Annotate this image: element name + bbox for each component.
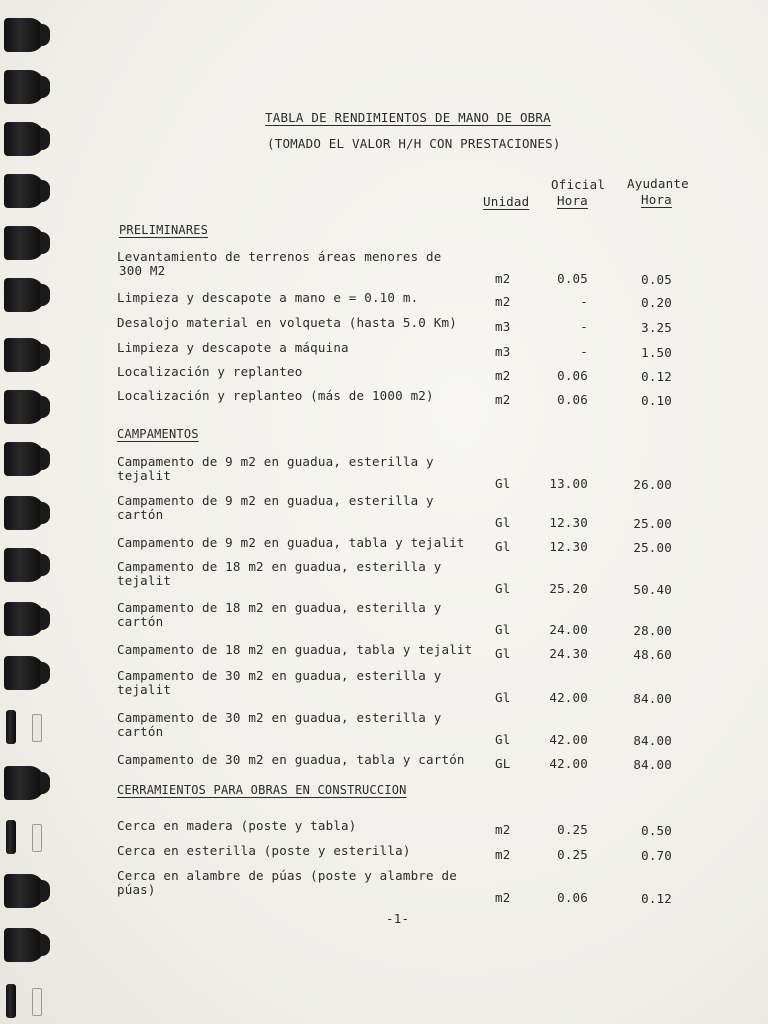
item-oficial-hora: - — [580, 344, 588, 359]
document-title: TABLA DE RENDIMIENTOS DE MANO DE OBRA — [265, 110, 551, 125]
item-unit: Gl — [495, 732, 511, 747]
item-ayudante-hora: 25.00 — [633, 516, 672, 531]
item-oficial-hora: 0.06 — [557, 392, 588, 407]
page-number: -1- — [386, 911, 410, 926]
item-description-line: Campamento de 18 m2 en guadua, esterilla y — [117, 600, 442, 615]
item-description-line: tejalit — [117, 573, 172, 588]
item-oficial-hora: 42.00 — [549, 732, 588, 747]
item-description-line: Campamento de 9 m2 en guadua, esterilla y — [117, 454, 434, 469]
item-unit: m2 — [495, 822, 511, 837]
item-unit: Gl — [495, 622, 511, 637]
item-oficial-hora: 12.30 — [549, 515, 588, 530]
item-description-line: Cerca en esterilla (poste y esterilla) — [117, 843, 411, 858]
item-ayudante-hora: 28.00 — [633, 623, 672, 638]
item-ayudante-hora: 0.20 — [641, 295, 672, 310]
item-description-line: Campamento de 30 m2 en guadua, esterilla y — [117, 710, 442, 725]
item-unit: m2 — [495, 368, 511, 383]
item-description-line: cartón — [117, 507, 164, 522]
document-subtitle: (TOMADO EL VALOR H/H CON PRESTACIONES) — [267, 136, 561, 151]
item-description-line: Campamento de 9 m2 en guadua, esterilla y — [117, 493, 434, 508]
item-unit: m2 — [495, 847, 511, 862]
item-description-line: Campamento de 18 m2 en guadua, esterilla y — [117, 559, 442, 574]
item-ayudante-hora: 84.00 — [633, 757, 672, 772]
item-oficial-hora: 42.00 — [549, 690, 588, 705]
item-oficial-hora: 0.06 — [557, 368, 588, 383]
item-unit: m2 — [495, 890, 511, 905]
item-ayudante-hora: 3.25 — [641, 320, 672, 335]
item-oficial-hora: 0.05 — [557, 271, 588, 286]
item-oficial-hora: 0.25 — [557, 822, 588, 837]
item-description-line: cartón — [117, 614, 164, 629]
item-description-line: Campamento de 18 m2 en guadua, tabla y tejalit — [117, 642, 473, 657]
item-description-line: Levantamiento de terrenos áreas menores de — [117, 249, 442, 264]
item-ayudante-hora: 84.00 — [633, 733, 672, 748]
item-oficial-hora: 13.00 — [549, 476, 588, 491]
item-description-line: púas) — [117, 882, 156, 897]
item-ayudante-hora: 0.12 — [641, 891, 672, 906]
item-description-line: Cerca en alambre de púas (poste y alambre de — [117, 868, 457, 883]
item-ayudante-hora: 0.50 — [641, 823, 672, 838]
item-ayudante-hora: 26.00 — [633, 477, 672, 492]
column-header-oficial: Oficial — [551, 177, 606, 192]
item-unit: m2 — [495, 392, 511, 407]
item-unit: Gl — [495, 581, 511, 596]
item-ayudante-hora: 84.00 — [633, 691, 672, 706]
item-unit: GL — [495, 756, 511, 771]
item-ayudante-hora: 1.50 — [641, 345, 672, 360]
item-oficial-hora: - — [580, 294, 588, 309]
column-header-oficial-hora: Hora — [557, 193, 588, 208]
item-description-line: Localización y replanteo — [117, 364, 303, 379]
item-ayudante-hora: 0.10 — [641, 393, 672, 408]
item-description-line: Limpieza y descapote a mano e = 0.10 m. — [117, 290, 419, 305]
item-unit: Gl — [495, 646, 511, 661]
item-description-line: Campamento de 9 m2 en guadua, tabla y tejalit — [117, 535, 465, 550]
item-description-line: Limpieza y descapote a máquina — [117, 340, 349, 355]
item-oficial-hora: 24.00 — [549, 622, 588, 637]
item-oficial-hora: 12.30 — [549, 539, 588, 554]
column-header-unidad: Unidad — [483, 194, 530, 209]
item-unit: Gl — [495, 476, 511, 491]
item-ayudante-hora: 50.40 — [633, 582, 672, 597]
item-description-line: Campamento de 30 m2 en guadua, tabla y cartón — [117, 752, 465, 767]
section-title: CAMPAMENTOS — [117, 427, 199, 441]
column-header-ayudante-hora: Hora — [641, 192, 672, 207]
item-description-line: Localización y replanteo (más de 1000 m2) — [117, 388, 434, 403]
section-title: CERRAMIENTOS PARA OBRAS EN CONSTRUCCION — [117, 783, 407, 797]
item-description-line: 300 M2 — [119, 263, 166, 278]
item-ayudante-hora: 0.05 — [641, 272, 672, 287]
item-oficial-hora: 0.06 — [557, 890, 588, 905]
item-description-line: Cerca en madera (poste y tabla) — [117, 818, 357, 833]
item-ayudante-hora: 0.70 — [641, 848, 672, 863]
item-description-line: Campamento de 30 m2 en guadua, esterilla y — [117, 668, 442, 683]
item-unit: m3 — [495, 344, 511, 359]
item-unit: m2 — [495, 271, 511, 286]
item-ayudante-hora: 48.60 — [633, 647, 672, 662]
item-description-line: tejalit — [117, 682, 172, 697]
item-oficial-hora: 42.00 — [549, 756, 588, 771]
item-ayudante-hora: 25.00 — [633, 540, 672, 555]
item-description-line: cartón — [117, 724, 164, 739]
column-header-ayudante: Ayudante — [627, 176, 689, 191]
item-unit: m3 — [495, 319, 511, 334]
item-oficial-hora: 24.30 — [549, 646, 588, 661]
item-oficial-hora: - — [580, 319, 588, 334]
item-unit: m2 — [495, 294, 511, 309]
item-unit: Gl — [495, 515, 511, 530]
item-oficial-hora: 25.20 — [549, 581, 588, 596]
item-ayudante-hora: 0.12 — [641, 369, 672, 384]
item-unit: Gl — [495, 690, 511, 705]
item-unit: Gl — [495, 539, 511, 554]
item-oficial-hora: 0.25 — [557, 847, 588, 862]
section-title: PRELIMINARES — [119, 223, 209, 237]
item-description-line: Desalojo material en volqueta (hasta 5.0 Km) — [117, 315, 457, 330]
item-description-line: tejalit — [117, 468, 172, 483]
